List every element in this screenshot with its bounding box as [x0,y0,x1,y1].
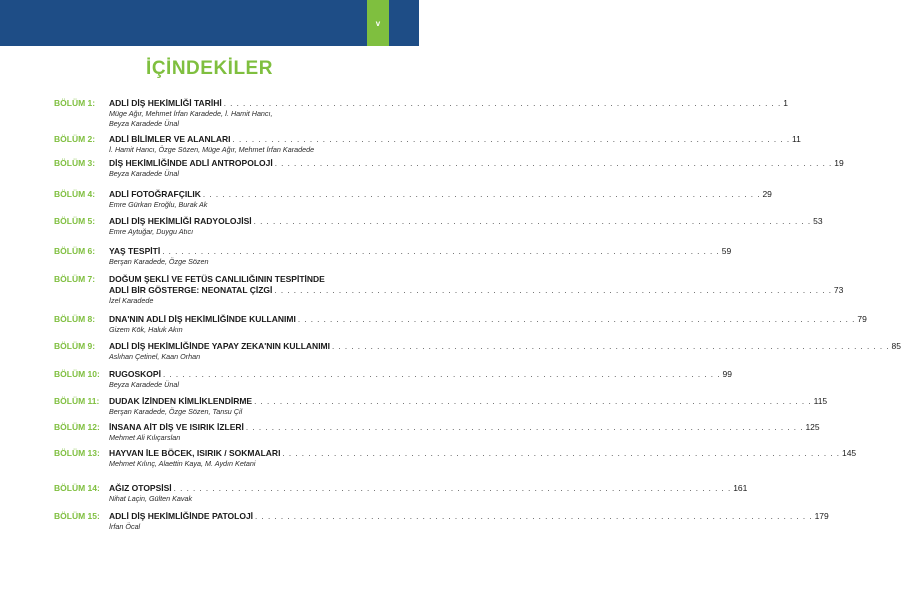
leader-dots: . . . . . . . . . . . . . . . . . . . . . . . . . . . . . . . . . . . . . . . . . . . . . . . . . . . . . . . . . . . . . . . . . . . . . . . . . . . . . . . . . . . . . . . [297,315,856,324]
leader-dots: . . . . . . . . . . . . . . . . . . . . . . . . . . . . . . . . . . . . . . . . . . . . . . . . . . . . . . . . . . . . . . . . . . . . . . . . . . . . . . . . . . . . . . . [255,512,813,521]
leader-dots: . . . . . . . . . . . . . . . . . . . . . . . . . . . . . . . . . . . . . . . . . . . . . . . . . . . . . . . . . . . . . . . . . . . . . . . . . . . . . . . . . . . . . . . [254,397,812,406]
chapter-title: DNA'NIN ADLİ DİŞ HEKİMLİĞİNDE KULLANIMI [109,314,296,324]
toc-entry[interactable] [54,483,748,504]
toc-entry[interactable] [54,448,857,469]
page-ref: 1 [783,98,788,108]
leader-dots: . . . . . . . . . . . . . . . . . . . . . . . . . . . . . . . . . . . . . . . . . . . . . . . . . . . . . . . . . . . . . . . . . . . . . . . . . . . . . . . . . . . . . . . [162,247,720,256]
chapter-authors: İrfan Öcal [109,522,141,531]
leader-dots: . . . . . . . . . . . . . . . . . . . . . . . . . . . . . . . . . . . . . . . . . . . . . . . . . . . . . . . . . . . . . . . . . . . . . . . . . . . . . . . . . . . . . . . [162,370,721,379]
chapter-label: BÖLÜM 11: [54,396,100,406]
chapter-title-line: ADLİ BİR GÖSTERGE: NEONATAL ÇİZGİ [109,285,273,295]
leader-dots: . . . . . . . . . . . . . . . . . . . . . . . . . . . . . . . . . . . . . . . . . . . . . . . . . . . . . . . . . . . . . . . . . . . . . . . . . . . . . . . . . . . . . . . [232,135,791,144]
chapter-authors: Nihat Laçin, Gülten Kavak [109,494,193,503]
leader-dots: . . . . . . . . . . . . . . . . . . . . . . . . . . . . . . . . . . . . . . . . . . . . . . . . . . . . . . . . . . . . . . . . . . . . . . . . . . . . . . . . . . . . . . . [332,342,890,351]
toc-entry[interactable] [54,98,788,129]
toc-entry[interactable] [54,158,844,179]
page-ref: 19 [834,158,844,168]
toc-entry[interactable] [54,341,901,362]
chapter-title: ADLİ DİŞ HEKİMLİĞİNDE YAPAY ZEKA'NIN KULLANIMI [109,341,330,351]
chapter-label: BÖLÜM 13: [54,448,100,458]
header-bar [0,0,419,46]
leader-dots: . . . . . . . . . . . . . . . . . . . . . . . . . . . . . . . . . . . . . . . . . . . . . . . . . . . . . . . . . . . . . . . . . . . . . . . . . . . . . . . . . . . . . . . [274,159,833,168]
chapter-title: ADLİ DİŞ HEKİMLİĞİ TARİHİ [109,98,222,108]
page-ref: 29 [762,189,772,199]
chapter-label: BÖLÜM 2: [54,134,96,144]
leader-dots: . . . . . . . . . . . . . . . . . . . . . . . . . . . . . . . . . . . . . . . . . . . . . . . . . . . . . . . . . . . . . . . . . . . . . . . . . . . . . . . . . . . . . . . [202,190,761,199]
chapter-title: DUDAK İZİNDEN KİMLİKLENDİRME [109,396,253,406]
chapter-label: BÖLÜM 14: [54,483,100,493]
toc-entry[interactable] [54,314,867,335]
page-ref: 59 [721,246,732,256]
chapter-title: RUGOSKOPİ [109,369,161,379]
chapter-label: BÖLÜM 6: [54,246,96,256]
chapter-authors: Mehmet Ali Kılıçarslan [109,433,181,442]
chapter-authors: Berşan Karadede, Özge Sözen, Tansu Çil [109,407,243,416]
chapter-authors: Emre Gürkan Eroğlu, Burak Ak [109,200,208,209]
chapter-authors: Beyza Karadede Ünal [109,169,179,178]
page-ref: 73 [833,285,844,295]
chapter-title: ADLİ FOTOĞRAFÇILIK [109,189,201,199]
chapter-title: İNSANA AİT DİŞ VE ISIRIK İZLERİ [109,422,244,432]
toc-entry[interactable] [54,422,820,443]
toc-entry[interactable] [54,369,732,390]
chapter-label: BÖLÜM 15: [54,511,100,521]
leader-dots: . . . . . . . . . . . . . . . . . . . . . . . . . . . . . . . . . . . . . . . . . . . . . . . . . . . . . . . . . . . . . . . . . . . . . . . . . . . . . . . . . . . . . . . [173,484,732,493]
toc-entry[interactable] [54,246,732,267]
chapter-authors: Berşan Karadede, Özge Sözen [109,257,209,266]
chapter-authors: Beyza Karadede Ünal [109,119,179,128]
leader-dots: . . . . . . . . . . . . . . . . . . . . . . . . . . . . . . . . . . . . . . . . . . . . . . . . . . . . . . . . . . . . . . . . . . . . . . . . . . . . . . . . . . . . . . . [274,286,832,295]
leader-dots: . . . . . . . . . . . . . . . . . . . . . . . . . . . . . . . . . . . . . . . . . . . . . . . . . . . . . . . . . . . . . . . . . . . . . . . . . . . . . . . . . . . . . . . [245,423,804,432]
chapter-title: HAYVAN İLE BÖCEK, ISIRIK / SOKMALARI [109,448,281,458]
chapter-label: BÖLÜM 8: [54,314,96,324]
leader-dots: . . . . . . . . . . . . . . . . . . . . . . . . . . . . . . . . . . . . . . . . . . . . . . . . . . . . . . . . . . . . . . . . . . . . . . . . . . . . . . . . . . . . . . . [282,449,840,458]
page-ref: 115 [813,396,828,406]
page-ref: 53 [813,216,823,226]
chapter-label: BÖLÜM 9: [54,341,96,351]
toc-entry[interactable] [54,274,844,306]
chapter-label: BÖLÜM 5: [54,216,96,226]
chapter-title-line: DOĞUM ŞEKLİ VE FETÜS CANLILIĞININ TESPİTİNDE [109,274,325,284]
page-number-tab [367,0,389,46]
chapter-title: DİŞ HEKİMLİĞİNDE ADLİ ANTROPOLOJİ [109,158,273,168]
page-ref: 145 [841,448,857,458]
chapter-authors: İzel Karadede [109,296,154,305]
toc-entry[interactable] [54,216,823,237]
toc-entry[interactable] [54,511,829,532]
chapter-label: BÖLÜM 3: [54,158,96,168]
chapter-label: BÖLÜM 7: [54,274,96,284]
chapter-title: ADLİ BİLİMLER VE ALANLARI [109,134,231,144]
chapter-authors: İ. Hamit Hancı, Özge Sözen, Müge Ağır, Mehmet İrfan Karadede [109,145,315,154]
page-title: İÇİNDEKİLER [146,58,273,79]
page-number: v [375,18,381,28]
page-ref: 79 [857,314,867,324]
chapter-title: AĞIZ OTOPSİSİ [109,483,172,493]
chapter-label: BÖLÜM 10: [54,369,100,379]
chapter-label: BÖLÜM 12: [54,422,100,432]
chapter-authors: Beyza Karadede Ünal [109,380,179,389]
chapter-authors: Mehmet Kılınç, Alaettin Kaya, M. Aydın Ketani [109,459,256,468]
chapter-authors: Emre Aytuğar, Duygu Atıcı [109,227,194,236]
page-ref: 99 [722,369,732,379]
chapter-label: BÖLÜM 4: [54,189,96,199]
page-ref: 161 [733,483,748,493]
toc-entry[interactable] [54,134,801,155]
chapter-label: BÖLÜM 1: [54,98,96,108]
page-ref: 85 [891,341,901,351]
chapter-title: ADLİ DİŞ HEKİMLİĞİ RADYOLOJİSİ [109,216,252,226]
chapter-authors: Aslıhan Çetinel, Kaan Orhan [109,352,201,361]
toc-entry[interactable] [54,396,828,417]
chapter-title: YAŞ TESPİTİ [109,246,161,256]
toc-entry[interactable] [54,189,772,210]
chapter-title: ADLİ DİŞ HEKİMLİĞİNDE PATOLOJİ [109,511,254,521]
leader-dots: . . . . . . . . . . . . . . . . . . . . . . . . . . . . . . . . . . . . . . . . . . . . . . . . . . . . . . . . . . . . . . . . . . . . . . . . . . . . . . . . . . . . . . . [253,217,812,226]
page-ref: 11 [792,134,801,144]
page-ref: 125 [805,422,820,432]
leader-dots: . . . . . . . . . . . . . . . . . . . . . . . . . . . . . . . . . . . . . . . . . . . . . . . . . . . . . . . . . . . . . . . . . . . . . . . . . . . . . . . . . . . . . . . [223,99,782,108]
chapter-authors: Gizem Kök, Haluk Akın [109,325,183,334]
chapter-authors: Müge Ağır, Mehmet İrfan Karadede, İ. Hamit Hancı, [109,109,273,118]
page-ref: 179 [814,511,829,521]
